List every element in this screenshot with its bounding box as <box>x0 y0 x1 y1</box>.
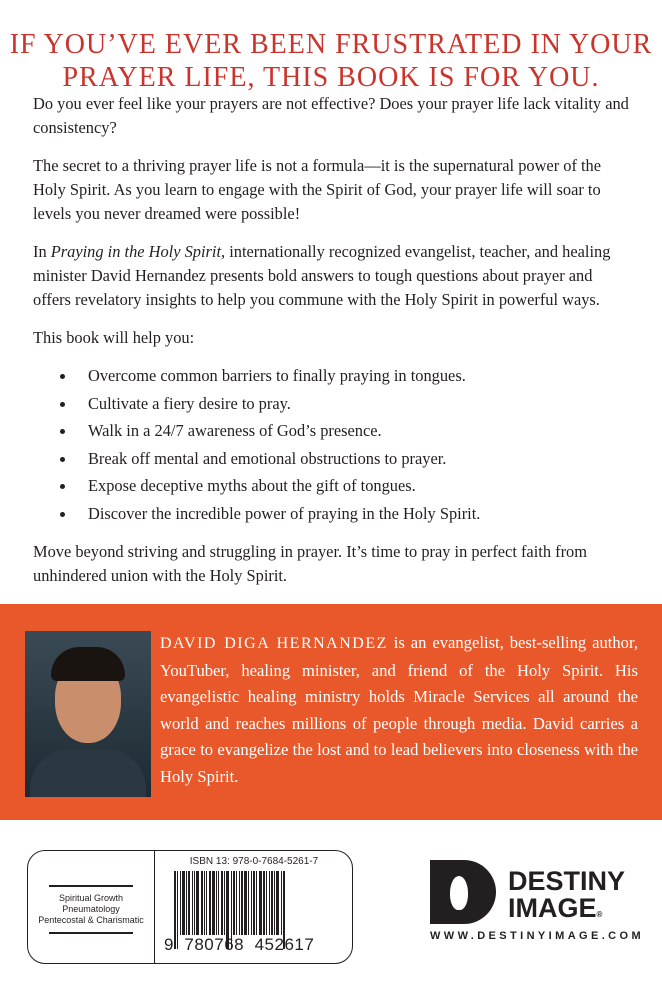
barcode-bar <box>248 871 249 935</box>
category: Pneumatology <box>62 904 120 914</box>
author-photo <box>25 631 151 797</box>
category: Pentecostal & Charismatic <box>38 915 144 925</box>
barcode-bar <box>194 871 195 935</box>
description <box>33 92 633 602</box>
list-item: Expose deceptive myths about the gift of tongues. <box>88 474 633 499</box>
category-list <box>28 893 154 926</box>
text: , internationally recognized evangelist, teacher, and healing minister David Hernandez presents bold answers to tough questions about prayer and offers revelatory insights to help you commune with the Holy Spirit in powerful ways. <box>33 242 611 309</box>
paragraph: Do you ever feel like your prayers are not effective? Does your prayer life lack vitality and consistency? <box>33 94 629 137</box>
barcode-bar <box>244 871 247 935</box>
bio-text: is an evangelist, best-selling author, YouTuber, healing minister, and friend of the Holy Spirit. His evangelistic healing ministry holds Miracle Services all around the world and reaches millions of people through media. David carries a grace to evangelize the lost and to lead believers into closeness with the Holy Spirit. <box>160 633 638 786</box>
barcode-bar <box>188 871 190 935</box>
barcode-bar <box>204 871 205 935</box>
barcode-bar <box>271 871 273 935</box>
publisher-url[interactable]: WWW.DESTINYIMAGE.COM <box>430 930 645 942</box>
category: Spiritual Growth <box>58 893 124 903</box>
book-title: Praying in the Holy Spirit <box>50 242 222 261</box>
barcode-bar <box>216 871 217 935</box>
headline <box>0 28 662 94</box>
barcode-bar <box>241 871 243 935</box>
barcode-bar <box>196 871 199 935</box>
barcode-bar <box>253 871 255 935</box>
barcode-bar <box>209 871 211 935</box>
barcode-bar <box>266 871 267 935</box>
list-item: Break off mental and emotional obstructions to prayer. <box>88 447 633 472</box>
headline-line-1: IF YOU’VE EVER BEEN FRUSTRATED IN YOUR <box>9 29 653 60</box>
headline-line-2: PRAYER LIFE, THIS BOOK IS FOR YOU. <box>62 62 600 93</box>
barcode-bar <box>236 871 237 935</box>
barcode <box>156 851 352 963</box>
author-bio <box>160 630 638 790</box>
barcode-bar <box>224 871 225 935</box>
barcode-bar <box>251 871 252 935</box>
barcode-bar <box>263 871 265 935</box>
benefit-list <box>33 364 633 526</box>
barcode-bar <box>221 871 223 935</box>
barcode-bar <box>180 871 181 935</box>
barcode-bar <box>201 871 203 935</box>
publisher-logo <box>430 860 645 950</box>
paragraph: Move beyond striving and struggling in prayer. It’s time to pray in perfect faith from unhindered union with the Holy Spirit. <box>33 542 587 585</box>
paragraph <box>33 240 633 312</box>
barcode-bar <box>192 871 193 935</box>
author-band <box>0 604 662 820</box>
barcode-bar <box>212 871 215 935</box>
brand-line-1: DESTINY <box>508 866 626 896</box>
barcode-bar <box>218 871 219 935</box>
barcode-bar <box>182 871 185 935</box>
barcode-bar <box>256 871 257 935</box>
list-item: Overcome common barriers to finally praying in tongues. <box>88 364 633 389</box>
list-item: Discover the incredible power of praying in the Holy Spirit. <box>88 502 633 527</box>
barcode-bar <box>233 871 235 935</box>
barcode-bar <box>259 871 262 935</box>
barcode-bar <box>206 871 207 935</box>
registered-mark: ® <box>596 910 603 919</box>
text: In <box>33 242 51 261</box>
category-panel <box>28 851 155 963</box>
list-item: Walk in a 24/7 awareness of God’s presence. <box>88 419 633 444</box>
brand-line-2: IMAGE <box>508 893 597 923</box>
barcode-bar <box>276 871 279 935</box>
barcode-bar <box>239 871 240 935</box>
barcode-digits: 9 780768 452617 <box>164 935 315 954</box>
isbn-box <box>27 850 353 964</box>
barcode-bar <box>186 871 187 935</box>
paragraph: The secret to a thriving prayer life is not a formula—it is the supernatural power of the Holy Spirit. As you learn to engage with the Spirit of God, your prayer life will soar to levels you never dreamed were possible! <box>33 156 602 223</box>
barcode-bar <box>274 871 275 935</box>
paragraph: This book will help you: <box>33 328 195 347</box>
barcode-bar <box>269 871 270 935</box>
list-item: Cultivate a fiery desire to pray. <box>88 392 633 417</box>
destiny-d-icon <box>430 860 496 924</box>
isbn-label: ISBN 13: 978-0-7684-5261-7 <box>189 856 319 867</box>
author-name: DAVID DIGA HERNANDEZ <box>160 635 388 652</box>
barcode-bar <box>281 871 282 935</box>
